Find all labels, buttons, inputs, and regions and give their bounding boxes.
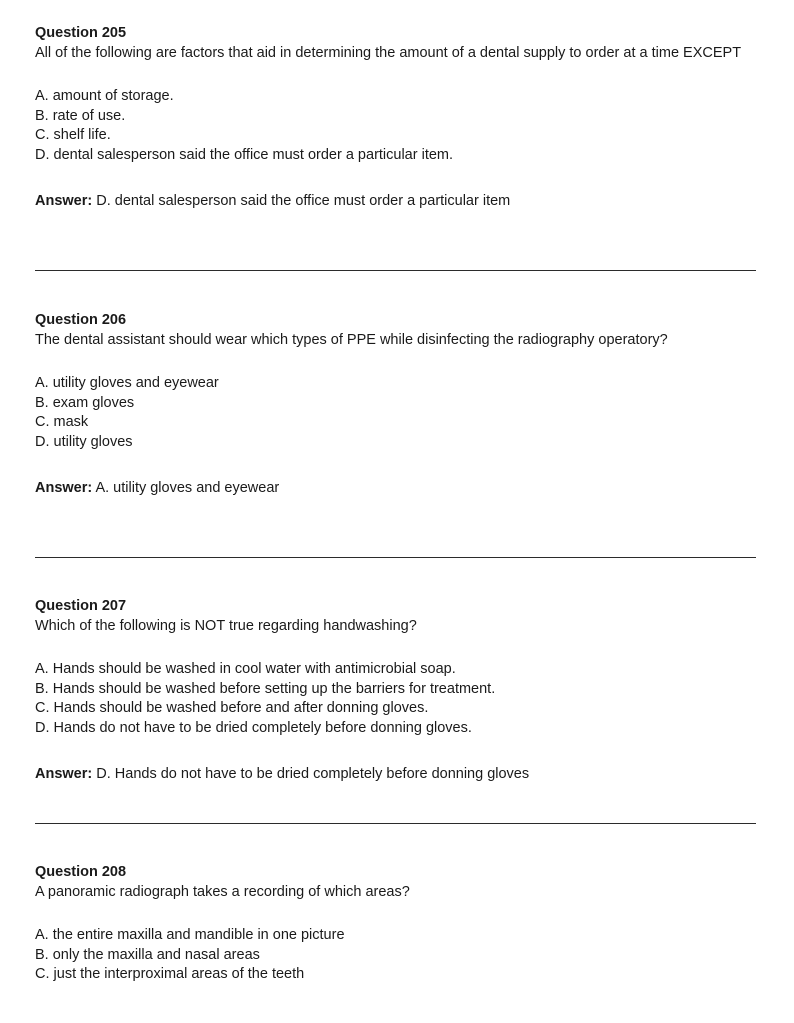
- section-divider: [35, 823, 756, 824]
- question-208: [35, 863, 757, 985]
- option-b: B. exam gloves: [35, 394, 135, 411]
- option-a: A. amount of storage.: [35, 88, 174, 104]
- answer-options: [35, 660, 757, 739]
- option-b: B. only the maxilla and nasal areas: [35, 946, 260, 963]
- answer-options: [35, 87, 757, 166]
- question-207: [35, 597, 757, 784]
- question-205: [35, 24, 757, 211]
- answer-options: [35, 926, 757, 985]
- option-d: D. utility gloves: [35, 434, 133, 451]
- section-divider: [35, 270, 756, 271]
- question-text: Which of the following is NOT true regarding handwashing?: [35, 618, 417, 634]
- answer-options: [35, 374, 757, 453]
- question-text: A panoramic radiograph takes a recording of which areas?: [35, 884, 410, 900]
- question-text: The dental assistant should wear which types of PPE while disinfecting the radiography operatory?: [35, 332, 668, 348]
- question-title: Question 207: [35, 598, 127, 614]
- answer-line: [35, 764, 757, 784]
- section-divider: [35, 557, 756, 558]
- question-title: Question 205: [35, 25, 127, 41]
- answer-line: [35, 191, 757, 211]
- option-a: A. Hands should be washed in cool water with antimicrobial soap.: [35, 661, 456, 677]
- option-d: D. Hands do not have to be dried completely before donning gloves.: [35, 720, 472, 737]
- option-a: A. the entire maxilla and mandible in one picture: [35, 927, 345, 943]
- option-a: A. utility gloves and eyewear: [35, 375, 219, 391]
- question-title: Question 206: [35, 312, 127, 328]
- option-c: C. just the interproximal areas of the teeth: [35, 966, 305, 983]
- question-text: All of the following are factors that aid in determining the amount of a dental supply to order at a time EXCEPT: [35, 45, 742, 61]
- answer-text: D. dental salesperson said the office must order a particular item: [96, 192, 511, 209]
- option-c: C. shelf life.: [35, 127, 111, 144]
- answer-text: D. Hands do not have to be dried completely before donning gloves: [96, 765, 530, 782]
- answer-label: Answer:: [35, 765, 93, 782]
- answer-text: A. utility gloves and eyewear: [95, 479, 280, 496]
- answer-line: [35, 478, 757, 498]
- answer-label: Answer:: [35, 192, 93, 209]
- option-b: B. rate of use.: [35, 107, 126, 124]
- option-c: C. mask: [35, 414, 89, 431]
- answer-label: Answer:: [35, 479, 93, 496]
- option-b: B. Hands should be washed before setting up the barriers for treatment.: [35, 680, 496, 697]
- option-c: C. Hands should be washed before and after donning gloves.: [35, 700, 429, 717]
- question-title: Question 208: [35, 864, 127, 880]
- option-d: D. dental salesperson said the office must order a particular item.: [35, 147, 454, 164]
- question-206: [35, 311, 757, 498]
